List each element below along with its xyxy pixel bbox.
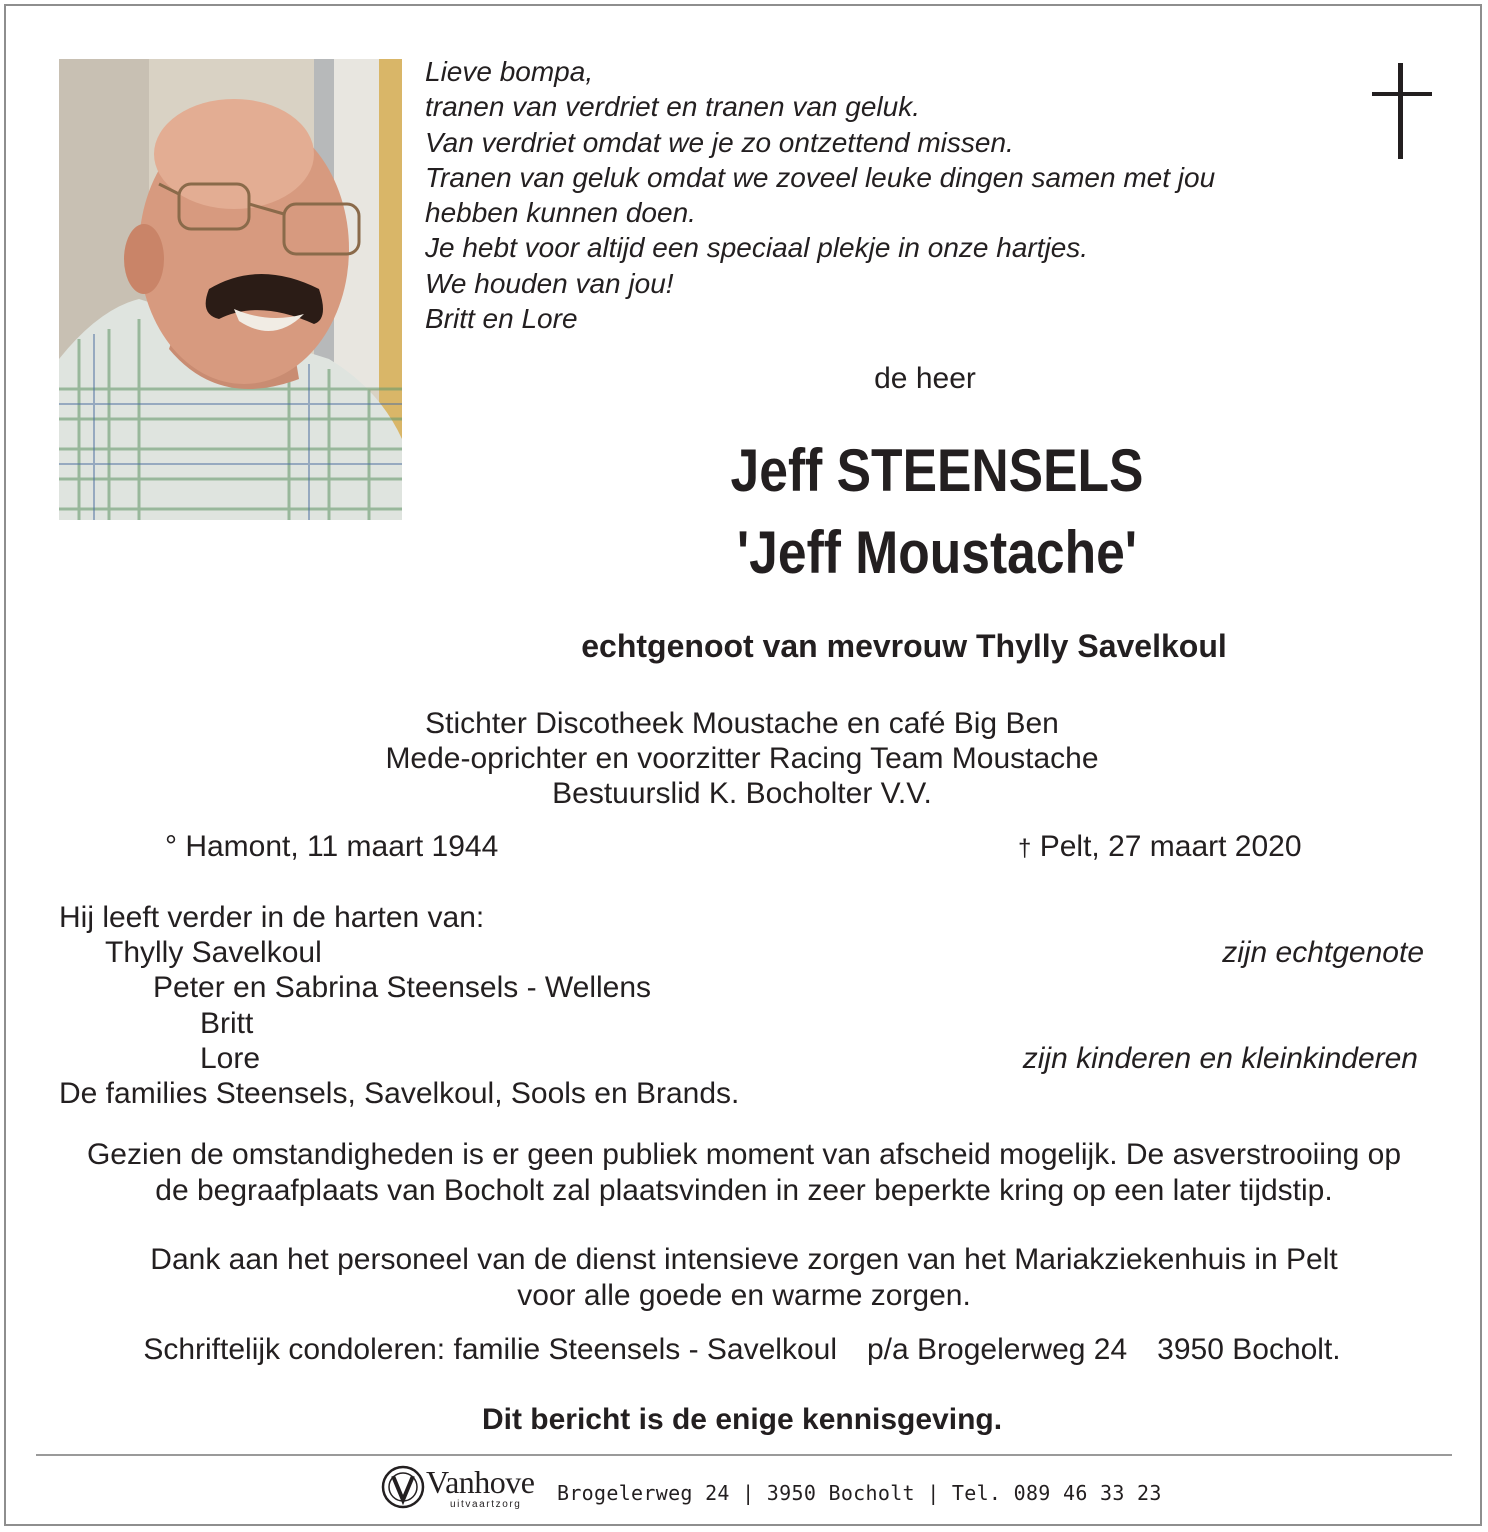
- member-name: Lore: [200, 1041, 261, 1075]
- vanhove-emblem-icon: [380, 1462, 426, 1512]
- footer-address: Brogelerweg 24 | 3950 Bocholt | Tel. 089 46 33 23: [557, 1481, 1162, 1505]
- final-notice: Dit bericht is de enige kennisgeving.: [481, 1403, 1003, 1436]
- family-list: [59, 900, 1424, 1111]
- death-text: Pelt, 27 maart 2020: [1039, 830, 1302, 863]
- condolence-city: 3950 Bocholt.: [1157, 1333, 1341, 1366]
- roles: [0, 706, 1486, 811]
- poem-line: We houden van jou!: [425, 267, 674, 299]
- condolence-label: Schriftelijk condoleren: familie Steensels - Savelkoul: [143, 1333, 837, 1366]
- funeral-home-logo: [380, 1462, 550, 1518]
- role-line: Bestuurslid K. Bocholter V.V.: [552, 777, 932, 810]
- poem: [425, 54, 1215, 336]
- poem-line: tranen van verdriet en tranen van geluk.: [425, 91, 920, 123]
- thanks-line: Dank aan het personeel van de dienst intensieve zorgen van het Mariakziekenhuis in Pelt: [150, 1243, 1338, 1276]
- notice-line: de begraafplaats van Bocholt zal plaatsvinden in zeer beperkte kring op een later tijdstip.: [155, 1174, 1333, 1207]
- cross-icon: [1372, 63, 1432, 159]
- notice-line: Gezien de omstandigheden is er geen publiek moment van afscheid mogelijk. De asverstrooiing op: [86, 1138, 1402, 1171]
- poem-line: Britt en Lore: [425, 303, 578, 335]
- footer-divider: [36, 1454, 1452, 1456]
- poem-line: Van verdriet omdat we je zo ontzettend missen.: [425, 126, 1014, 158]
- condolence-address: [0, 1333, 1486, 1367]
- ceremony-notice: [0, 1137, 1488, 1209]
- poem-line: Lieve bompa,: [425, 56, 594, 87]
- poem-line: Tranen van geluk omdat we zoveel leuke dingen samen met jou: [425, 161, 1216, 193]
- salutation: de heer: [874, 362, 976, 395]
- family-closing: De families Steensels, Savelkoul, Sools en Brands.: [59, 1076, 740, 1110]
- portrait-photo: [59, 59, 402, 520]
- family-intro: Hij leeft verder in de harten van:: [59, 901, 485, 934]
- thanks-line: voor alle goede en warme zorgen.: [517, 1279, 971, 1312]
- condolence-street: p/a Brogelerweg 24: [867, 1333, 1128, 1366]
- member-relation: zijn kinderen en kleinkinderen: [1022, 1041, 1418, 1075]
- deceased-nickname: 'Jeff Moustache': [736, 519, 1138, 586]
- family-member: [59, 970, 1424, 1005]
- family-member: [59, 1006, 1424, 1041]
- poem-line: hebben kunnen doen.: [425, 197, 696, 229]
- member-name: Britt: [200, 1006, 254, 1040]
- brand-name: Vanhove: [426, 1464, 535, 1500]
- birth-info: ° Hamont, 11 maart 1944: [165, 830, 499, 863]
- member-relation: zijn echtgenote: [1222, 936, 1424, 970]
- member-name: Thylly Savelkoul: [105, 936, 322, 970]
- thanks-message: [0, 1242, 1488, 1314]
- spouse-line: echtgenoot van mevrouw Thylly Savelkoul: [581, 628, 1227, 664]
- family-member: [59, 1041, 1424, 1076]
- family-member: [59, 935, 1424, 970]
- small-cross-icon: †: [1018, 835, 1032, 862]
- member-name: Peter en Sabrina Steensels - Wellens: [153, 971, 652, 1005]
- role-line: Mede-oprichter en voorzitter Racing Team Moustache: [385, 742, 1099, 775]
- deceased-name: Jeff STEENSELS: [730, 437, 1144, 504]
- role-line: Stichter Discotheek Moustache en café Big Ben: [425, 707, 1059, 740]
- death-info: [1018, 830, 1302, 864]
- poem-line: Je hebt voor altijd een speciaal plekje in onze hartjes.: [425, 232, 1089, 264]
- brand-subtitle: uitvaartzorg: [450, 1499, 522, 1510]
